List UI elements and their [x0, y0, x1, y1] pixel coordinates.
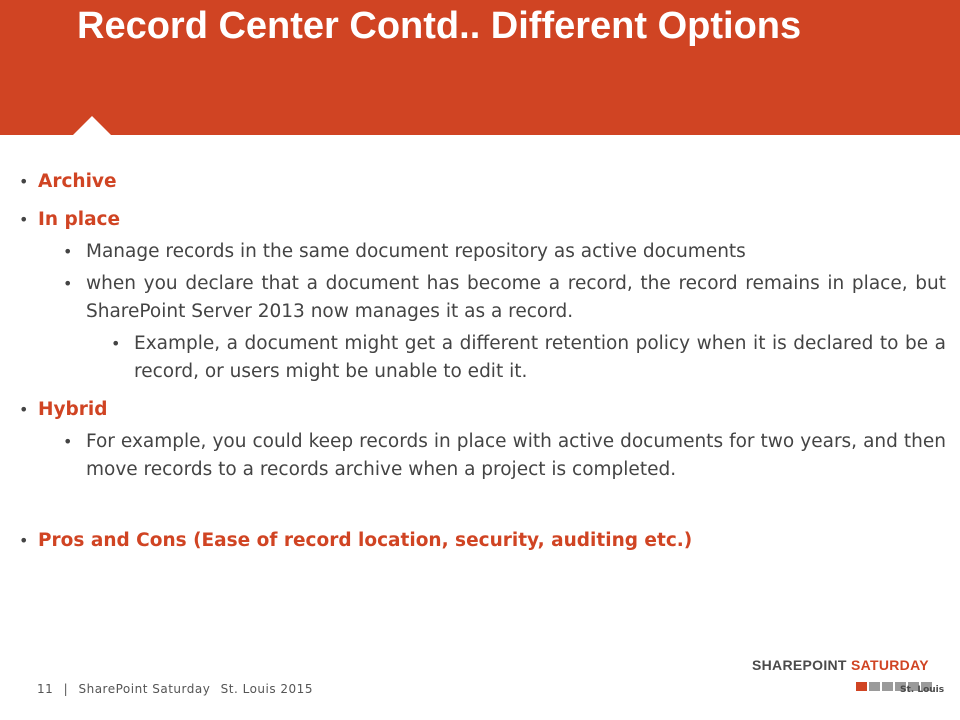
bullet-marker: •: [19, 400, 29, 419]
bullet-marker: •: [111, 334, 121, 353]
bullet-in-place: In place: [38, 209, 121, 230]
logo-text-secondary: SATURDAY: [851, 657, 929, 673]
footer-location: St. Louis 2015: [220, 682, 313, 696]
bullet-hybrid-example: For example, you could keep records in place with active documents for two years, and then move records to a records archive when a project is completed.: [86, 431, 946, 480]
bullet-example-retention: Example, a document might get a different retention policy when it is declared to be a record, or users might be unable to edit it.: [134, 333, 946, 382]
page-number: 11: [37, 682, 54, 696]
title-bar-notch: [72, 116, 112, 136]
bullet-declare-record: when you declare that a document has become a record, the record remains in place, but SharePoint Server 2013 now manages it as a record.: [86, 273, 946, 322]
bullet-archive: Archive: [38, 171, 117, 192]
bullet-hybrid: Hybrid: [38, 399, 108, 420]
footer-event: SharePoint Saturday: [78, 682, 211, 696]
bullet-marker: •: [19, 531, 29, 550]
bullet-marker: •: [63, 242, 73, 261]
slide-footer: [37, 682, 319, 696]
slide-title: Record Center Contd.. Different Options: [77, 5, 802, 47]
bullet-marker: •: [63, 432, 73, 451]
bullet-marker: •: [19, 172, 29, 191]
sharepoint-saturday-logo: [752, 657, 945, 695]
logo-wordmark: [752, 657, 929, 673]
bullet-pros-cons: Pros and Cons (Ease of record location, security, auditing etc.): [38, 530, 693, 551]
title-bar: [0, 0, 960, 135]
bullet-marker: •: [63, 274, 73, 293]
bullet-marker: •: [19, 210, 29, 229]
logo-text-primary: SHAREPOINT: [752, 657, 847, 673]
footer-separator: |: [63, 682, 69, 696]
bullet-manage-records: Manage records in the same document repository as active documents: [86, 241, 746, 262]
logo-subtitle: St. Louis: [900, 685, 945, 695]
